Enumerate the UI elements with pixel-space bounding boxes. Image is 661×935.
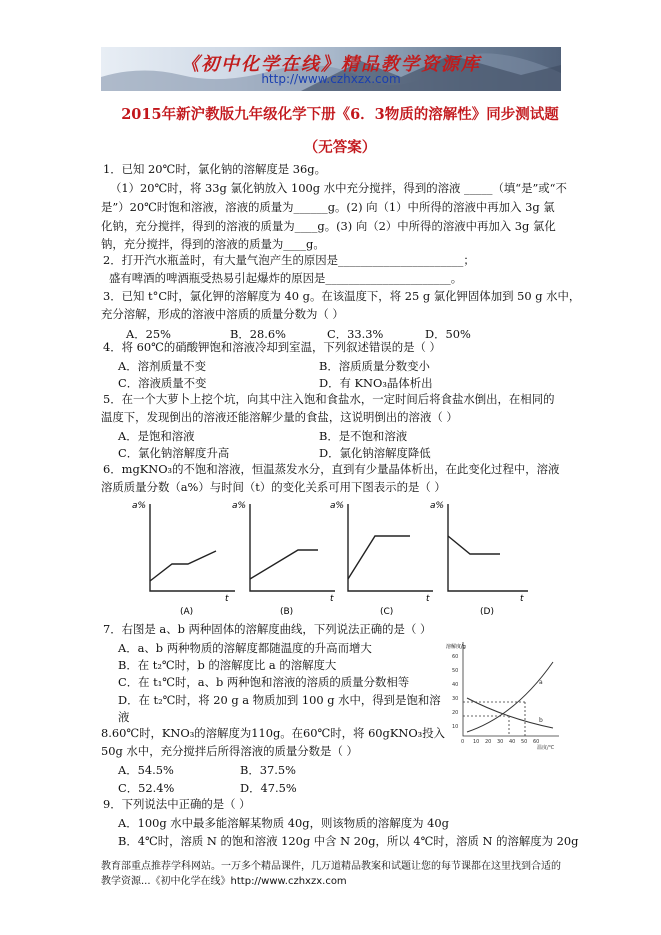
q4-option-b: B．溶质质量分数变小 [319,359,430,373]
q6-graphs [130,496,530,620]
curve-a-label: a [539,679,543,686]
q7-option-a: A．a、b 两种物质的溶解度都随温度的升高而增大 [118,641,372,655]
xtick-0: 0 [461,739,465,745]
q8-line1: 8.60℃时，KNO₃的溶解度为110g。在60℃时，将 60gKNO₃投入 [101,726,446,740]
q8-option-b: B．37.5% [240,763,296,777]
graph-b-label: (B) [280,607,294,617]
q1-line2: （1）20℃时，将 33g 氯化钠放入 100g 水中充分搅拌，得到的溶液 _____（填“是”或“不 [110,181,567,195]
q4-option-c: C．溶液质量不变 [118,376,207,390]
banner-title: 《初中化学在线》精品教学资源库 [181,54,481,75]
q6-line2: 溶质质量分数（a%）与时间（t）的变化关系可用下图表示的是（ ） [101,480,446,494]
graph-b-xlabel: t [330,594,334,604]
q5-option-c: C．氯化钠溶解度升高 [118,446,230,460]
q5-line1: 5．在一个大萝卜上挖个坑，向其中注入饱和食盐水，一定时间后将食盐水倒出，在相同的 [103,392,555,406]
graph-d-label: (D) [480,607,494,617]
q7-option-d: D．在 t₂℃时，将 20 g a 物质加到 100 g 水中，得到是饱和溶 [118,693,441,707]
page-title: 2015年新沪教版九年级化学下册《6．3物质的溶解性》同步测试题 [121,106,559,123]
q1-line3: 是”）20℃时饱和溶液，溶液的质量为______g。(2) 向（1）中所得的溶液中再加入 3g 氯 [101,200,555,214]
graph-a-ylabel: a% [132,501,147,511]
ytick-40: 40 [452,682,459,688]
q5-line2: 温度下，发现倒出的溶液还能溶解少量的食盐，这说明倒出的溶液（ ） [101,410,458,424]
xtick-10: 10 [473,739,480,745]
graph-b-ylabel: a% [232,501,247,511]
ytick-20: 20 [452,710,459,716]
chart-ylabel: 溶解度/g [446,644,466,650]
q3-option-c: C．33.3% [327,327,384,341]
q8-line2: 50g 水中，充分搅拌后所得溶液的质量分数是（ ） [101,744,358,758]
q3-line1: 3．已知 t°C时，氯化钾的溶解度为 40 g。在该温度下，将 25 g 氯化钾固体加到 50 g 水中， [103,289,581,303]
q7-solubility-chart [445,636,563,750]
q7-option-b: B．在 t₂℃时，b 的溶解度比 a 的溶解度大 [118,658,337,672]
q3-option-a: A．25% [126,327,171,341]
q5-option-a: A．是饱和溶液 [118,429,195,443]
graph-b-axes [250,504,335,591]
q4-option-a: A．溶剂质量不变 [118,359,206,373]
q2-line1: 2．打开汽水瓶盖时，有大量气泡产生的原因是______________________； [103,253,475,267]
chart-xlabel: 温度/℃ [537,745,555,750]
graph-a-xlabel: t [225,594,229,604]
graph-d-ylabel: a% [430,501,445,511]
footer-line1: 教育部重点推荐学科网站。一万多个精品课件，几万道精品教案和试题让您的每节课都在这里找到合适的 [101,861,561,872]
ytick-50: 50 [452,668,459,674]
graph-c-ylabel: a% [330,501,345,511]
chart-axes [463,642,559,736]
q4-option-d: D．有 KNO₃晶体析出 [319,376,433,390]
q3-option-d: D．50% [425,327,471,341]
xtick-20: 20 [485,739,492,745]
q2-line2: 盛有啤酒的啤酒瓶受热易引起爆炸的原因是______________________。 [109,271,463,285]
q9-line1: 9．下列说法中正确的是（ ） [103,797,251,811]
page-subtitle: （无答案） [303,139,377,156]
graph-c-label: (C) [380,607,394,617]
ytick-30: 30 [452,696,459,702]
graph-d-xlabel: t [520,594,524,604]
q7-line1: 7．右图是 a、b 两种固体的溶解度曲线，下列说法正确的是（ ） [103,622,432,636]
graph-c-curve [348,536,410,579]
ytick-60: 60 [452,654,459,660]
q1-line5: 钠，充分搅拌，得到的溶液的质量为____g。 [101,237,325,251]
q8-option-a: A．54.5% [118,763,174,777]
q9-option-a: A．100g 水中最多能溶解某物质 40g，则该物质的溶解度为 40g [118,816,449,830]
graph-b-curve [250,550,318,579]
q8-option-c: C．52.4% [118,781,175,795]
graph-c-axes [348,504,433,591]
q9-option-b: B．4℃时，溶质 N 的饱和溶液 120g 中含 N 20g，所以 4℃时，溶质 N 的溶解度为 20g [118,834,579,848]
xtick-50: 50 [521,739,528,745]
q1-line1: 1．已知 20℃时，氯化钠的溶解度是 36g。 [103,162,326,176]
q7-option-c: C．在 t₁℃时，a、b 两种饱和溶液的溶质的质量分数相等 [118,675,410,689]
banner-url[interactable]: http://www.czhxzx.com [261,72,401,86]
xtick-60: 60 [533,739,540,745]
q5-option-d: D．氯化钠溶解度降低 [319,446,431,460]
graph-c-xlabel: t [426,594,430,604]
xtick-40: 40 [509,739,516,745]
graph-a-curve [150,551,216,581]
q7-option-d-cont: 液 [118,710,130,724]
q3-option-b: B．28.6% [230,327,286,341]
q4-line1: 4．将 60℃的硝酸钾饱和溶液冷却到室温，下列叙述错误的是（ ） [103,340,441,354]
header-banner [101,47,561,91]
q1-line4: 化钠，充分搅拌，得到的溶液的质量为____g。(3) 向（2）中所得的溶液中再加入 3g 氯化 [101,219,556,233]
chart-guide-t1 [463,716,509,736]
q6-line1: 6．mgKNO₃的不饱和溶液，恒温蒸发水分，直到有少量晶体析出，在此变化过程中，溶液 [103,462,560,476]
graph-a-axes [150,504,235,591]
q3-line2: 充分溶解，形成的溶液中溶质的质量分数为（ ） [101,307,344,321]
graph-d-curve [448,536,500,554]
q8-option-d: D．47.5% [240,781,297,795]
xtick-30: 30 [497,739,504,745]
q5-option-b: B．是不饱和溶液 [319,429,408,443]
footer-line2: 教学资源...《初中化学在线》http://www.czhxzx.com [101,876,347,887]
curve-b-label: b [539,717,543,724]
graph-a-label: (A) [180,607,194,617]
graph-d-axes [448,504,528,591]
ytick-10: 10 [452,724,459,730]
